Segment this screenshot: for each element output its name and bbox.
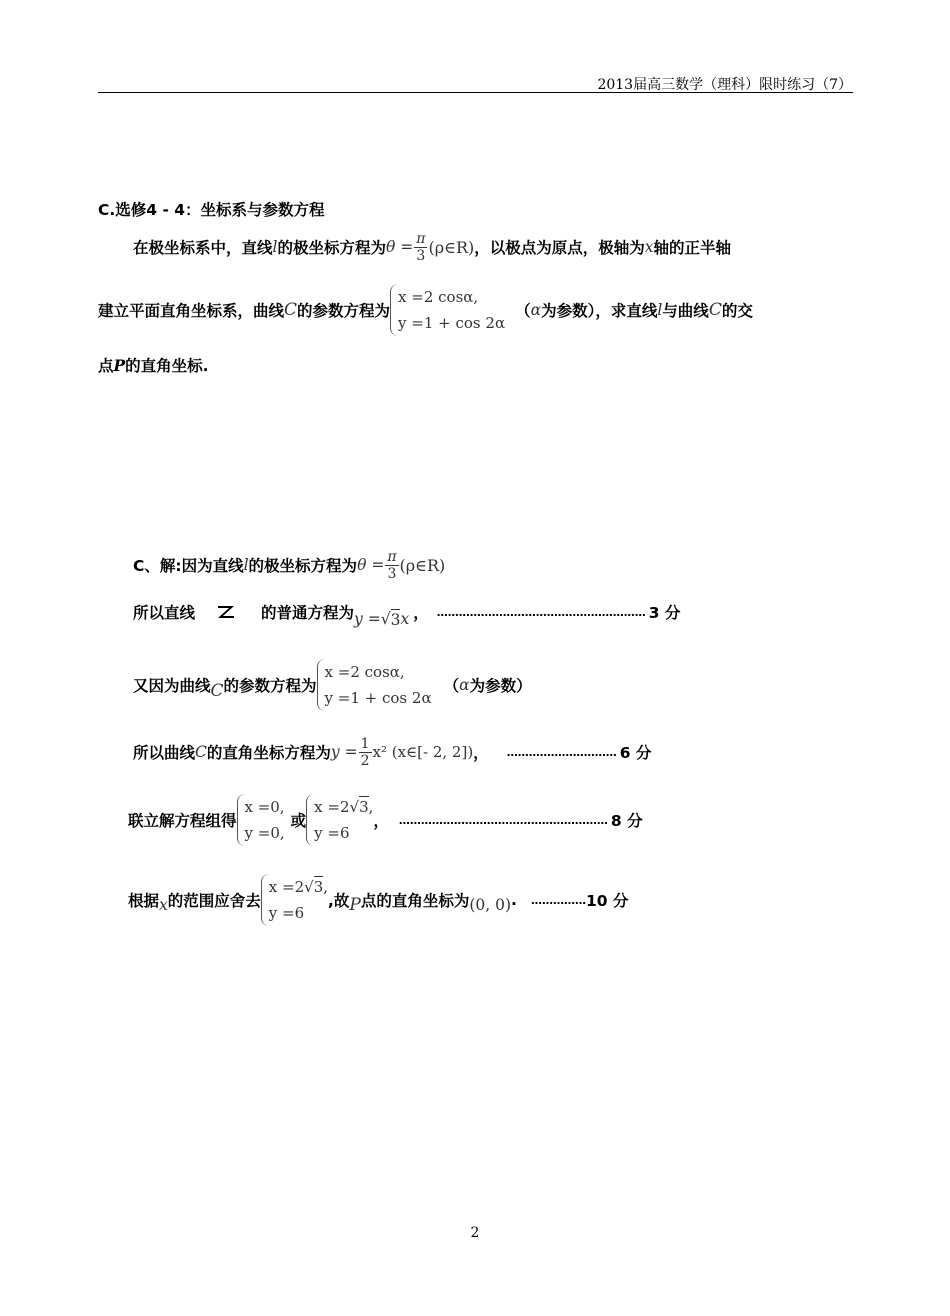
sqrt-radicand: 3 bbox=[359, 798, 369, 816]
sqrt-sign: √ bbox=[349, 798, 360, 816]
solution-system-a bbox=[237, 794, 285, 846]
equation-system bbox=[317, 659, 432, 711]
text: 的参数方程为 bbox=[297, 302, 391, 320]
problem-heading: C.选修4 - 4：坐标系与参数方程 bbox=[98, 201, 325, 219]
equation-row: y =6 bbox=[314, 824, 350, 842]
math-expression: x² (x∈[- 2, 2]) bbox=[372, 743, 474, 761]
solution-line-6 bbox=[128, 870, 628, 930]
text: 联立解方程组得 bbox=[128, 812, 237, 830]
solution-line-2 bbox=[133, 595, 680, 629]
equation-row: x =0, bbox=[244, 798, 285, 816]
text: 与曲线 bbox=[662, 302, 709, 320]
text: ，以极点为原点，极轴为 bbox=[474, 239, 645, 257]
equation-row: y =0, bbox=[244, 824, 285, 842]
equation-row: y =1 + cos 2α bbox=[324, 689, 432, 707]
sqrt-sign: √ bbox=[304, 878, 314, 896]
text: 所以直线 bbox=[133, 604, 196, 622]
equation-row bbox=[314, 794, 373, 820]
math-C: C bbox=[708, 300, 722, 320]
equation-part: x =2 bbox=[268, 878, 305, 896]
score-label: 10 分 bbox=[585, 892, 629, 910]
equation-system bbox=[390, 284, 505, 336]
math-theta: θ = bbox=[386, 238, 414, 256]
solution-line-5 bbox=[128, 790, 643, 850]
math-y-eq: y = bbox=[330, 743, 358, 761]
score-label: 8 分 bbox=[610, 812, 643, 830]
rejected-system bbox=[261, 874, 328, 926]
text: 的参数方程为 bbox=[223, 677, 317, 695]
equation-part: , bbox=[323, 878, 329, 896]
math-l: l bbox=[272, 238, 278, 256]
text: 的极坐标方程为 bbox=[248, 557, 358, 575]
math-l: l bbox=[657, 301, 663, 319]
equation-row: y =1 + cos 2α bbox=[398, 314, 506, 332]
page-number: 2 bbox=[470, 1225, 480, 1241]
math-alpha: α bbox=[530, 301, 542, 319]
math-coordinate: (0, 0) bbox=[469, 896, 512, 914]
text: （ bbox=[443, 677, 460, 695]
text: . bbox=[511, 891, 517, 909]
numerator: π bbox=[416, 230, 426, 247]
text: 的范围应舍去 bbox=[167, 892, 261, 910]
text: 建立平面直角坐标系，曲线 bbox=[98, 302, 285, 320]
solution-line-1 bbox=[133, 543, 445, 587]
denominator: 3 bbox=[416, 247, 426, 264]
problem-line-1 bbox=[133, 225, 731, 269]
text: 为参数），求直线 bbox=[541, 302, 658, 320]
text: 轴的正半轴 bbox=[653, 239, 732, 257]
math-x: x bbox=[400, 610, 410, 628]
fraction-1-2 bbox=[359, 736, 372, 769]
problem-line-2 bbox=[98, 280, 753, 340]
score-leader-dots: ………………………………………………… bbox=[436, 605, 646, 619]
score-leader-dots: ………………………… bbox=[506, 745, 617, 759]
solution-line-4 bbox=[133, 730, 651, 774]
math-alpha: α bbox=[459, 676, 470, 694]
math-P: P bbox=[349, 895, 361, 915]
page-header-title: 2013届高三数学（理科）限时练习（7） bbox=[597, 77, 852, 93]
text: ， bbox=[413, 604, 429, 622]
math-theta: θ = bbox=[357, 556, 385, 574]
solution-system-b bbox=[306, 794, 373, 846]
denominator: 3 bbox=[387, 565, 397, 582]
solution-line-3 bbox=[133, 655, 532, 715]
line-l-glyph-icon bbox=[217, 605, 235, 619]
text: （ bbox=[515, 302, 531, 320]
text: 的极坐标方程为 bbox=[277, 239, 386, 257]
numerator: π bbox=[387, 548, 397, 565]
math-P: P bbox=[113, 356, 126, 375]
text: 的交 bbox=[721, 302, 753, 320]
score-label: 3 分 bbox=[648, 604, 681, 622]
text: C、解:因为直线 bbox=[133, 557, 244, 575]
fraction-pi-3 bbox=[385, 549, 398, 582]
numerator: 1 bbox=[360, 735, 370, 752]
equation-part: , bbox=[368, 798, 374, 816]
equation-row: x =2 cosα, bbox=[324, 663, 405, 681]
problem-line-3 bbox=[98, 354, 209, 376]
text: 为参数） bbox=[469, 677, 532, 695]
text: ， bbox=[473, 744, 489, 762]
math-x: x bbox=[159, 896, 168, 914]
math-rho-in-R: (ρ∈R) bbox=[399, 555, 446, 575]
math-y-eq: y = bbox=[354, 610, 381, 628]
text: ， bbox=[373, 812, 389, 830]
math-C: C bbox=[284, 300, 298, 320]
header-divider bbox=[98, 92, 853, 93]
text: 又因为曲线 bbox=[133, 677, 211, 695]
fraction-pi-3 bbox=[414, 231, 427, 264]
equation-row bbox=[269, 874, 328, 900]
text: 所以曲线 bbox=[133, 744, 196, 762]
sqrt-radicand: 3 bbox=[390, 611, 401, 629]
text: 的直角坐标方程为 bbox=[206, 744, 331, 762]
score-leader-dots: ………………………………………………… bbox=[398, 813, 608, 827]
sqrt-radicand: 3 bbox=[313, 878, 324, 896]
math-l: l bbox=[243, 556, 249, 574]
math-rho-in-R: (ρ∈R) bbox=[428, 237, 475, 257]
text: 在极坐标系中，直线 bbox=[133, 239, 273, 257]
math-C: C bbox=[195, 743, 207, 761]
math-C: C bbox=[210, 681, 224, 701]
text: 点的直角坐标为 bbox=[360, 892, 470, 910]
text: 的普通方程为 bbox=[261, 604, 355, 622]
text: ,故 bbox=[328, 892, 350, 910]
equation-row: y =6 bbox=[268, 904, 305, 922]
text: 的直角坐标. bbox=[125, 357, 209, 375]
equation-part: x =2 bbox=[314, 798, 350, 816]
sqrt-sign: √ bbox=[380, 610, 391, 628]
score-label: 6 分 bbox=[619, 744, 652, 762]
text: 或 bbox=[290, 812, 307, 830]
score-leader-dots: …………… bbox=[530, 893, 586, 907]
denominator: 2 bbox=[360, 752, 370, 769]
text: 点 bbox=[98, 357, 114, 375]
math-x: x bbox=[644, 238, 654, 256]
text: 根据 bbox=[128, 892, 160, 910]
equation-row: x =2 cosα, bbox=[398, 288, 479, 306]
